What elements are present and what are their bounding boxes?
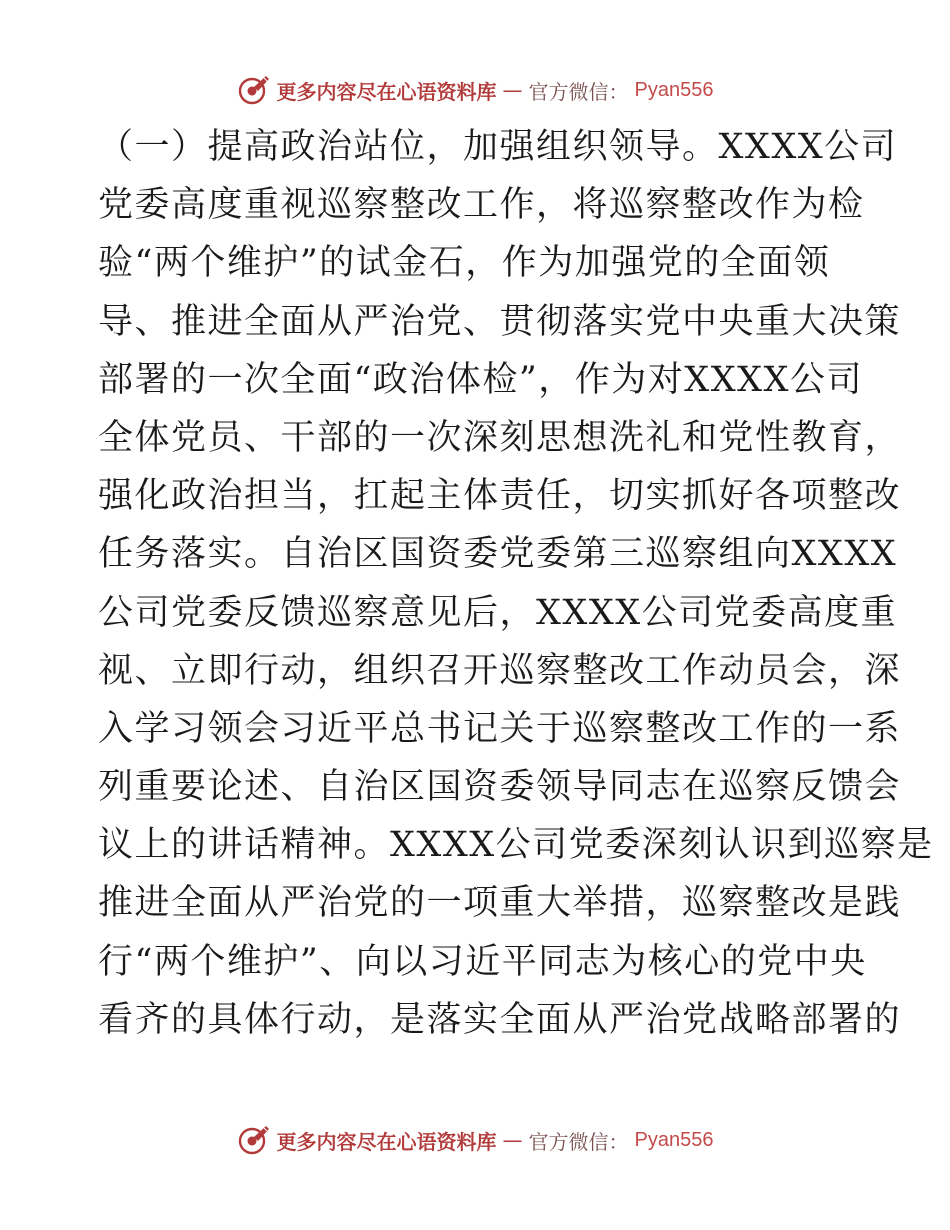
footer-banner xyxy=(0,1120,950,1160)
body-line: 验“两个维护”的试金石，作为加强党的全面领 xyxy=(98,243,831,284)
header-dash: — xyxy=(502,78,523,102)
body-line: 推进全面从严治党的一项重大举措，巡察整改是践 xyxy=(98,883,902,924)
footer-contact-id: Pyan556 xyxy=(634,1128,714,1151)
header-banner-content xyxy=(237,73,714,107)
body-line: 全体党员、干部的一次深刻思想洗礼和党性教育， xyxy=(98,417,902,458)
header-banner xyxy=(0,70,950,110)
header-contact-label: 官方微信： xyxy=(528,79,629,104)
body-line: 议上的讲话精神。XXXX公司党委深刻认识到巡察是 xyxy=(98,825,934,866)
body-line: 导、推进全面从严治党、贯彻落实党中央重大决策 xyxy=(98,301,902,342)
document-body xyxy=(98,118,934,1049)
body-line: 入学习领会习近平总书记关于巡察整改工作的一系 xyxy=(98,708,902,749)
header-contact-id: Pyan556 xyxy=(634,78,714,101)
body-line: （一）提高政治站位，加强组织领导。XXXX公司 xyxy=(98,127,898,167)
body-line: 行“两个维护”、向以习近平同志为核心的党中央 xyxy=(98,941,867,982)
body-line: 看齐的具体行动，是落实全面从严治党战略部署的 xyxy=(98,999,902,1040)
pen-logo-icon xyxy=(237,1123,271,1157)
body-line: 列重要论述、自治区国资委领导同志在巡察反馈会 xyxy=(98,767,902,808)
footer-banner-content xyxy=(237,1123,714,1157)
footer-site-text: 更多内容尽在心语资料库 xyxy=(276,1129,497,1154)
footer-dash: — xyxy=(502,1128,523,1152)
body-line: 任务落实。自治区国资委党委第三巡察组向XXXX xyxy=(98,534,898,575)
body-line: 公司党委反馈巡察意见后，XXXX公司党委高度重 xyxy=(98,592,898,633)
pen-logo-icon xyxy=(237,73,271,107)
body-line: 部署的一次全面“政治体检”，作为对XXXX公司 xyxy=(98,359,863,400)
footer-contact-label: 官方微信： xyxy=(528,1129,629,1154)
body-line: 强化政治担当，扛起主体责任，切实抓好各项整改 xyxy=(98,476,902,517)
body-line: 视、立即行动，组织召开巡察整改工作动员会，深 xyxy=(98,650,902,691)
body-line: 党委高度重视巡察整改工作，将巡察整改作为检 xyxy=(98,185,865,226)
header-site-text: 更多内容尽在心语资料库 xyxy=(276,79,497,104)
